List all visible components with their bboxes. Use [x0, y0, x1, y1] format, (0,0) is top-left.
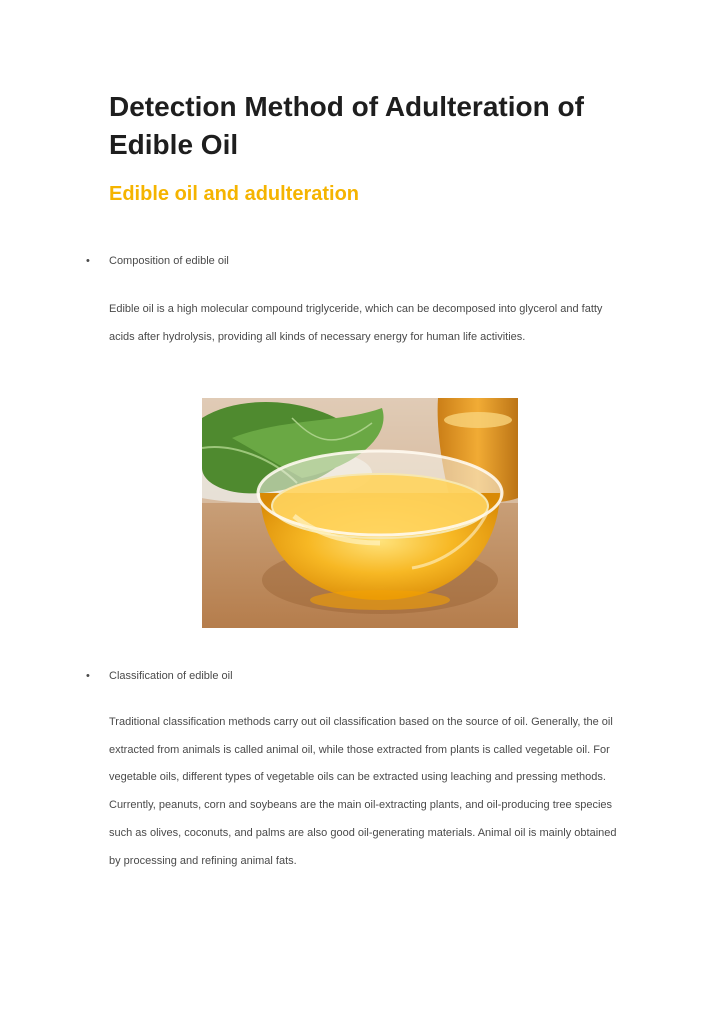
section-subtitle: Edible oil and adulteration: [109, 183, 360, 205]
paragraph-composition: Edible oil is a high molecular compound triglyceride, which can be decomposed into glycerol and fatty acids after hydrolysis, providing all kinds of necessary energy for human life activities.: [109, 303, 603, 343]
bullet-item-classification: [86, 668, 233, 684]
paragraph-classification: Traditional classification methods carry out oil classification based on the source of oil. Generally, the oil extracted from animals is called animal oil, while those extracted from plants is called vegetable oil. For vegetable oils, different types of vegetable oils can be extracted using leaching and pressing methods. Currently, peanuts, corn and soybeans are the main oil-extracting plants, and oil-producing tree species such as olives, coconuts, and palms are also good oil-generating materials. Animal oil is mainly obtained by processing and refining animal fats.: [109, 716, 617, 867]
bullet-heading-composition: Composition of edible oil: [109, 255, 229, 267]
bullet-item-composition: [86, 253, 229, 269]
bullet-icon: •: [86, 670, 90, 682]
oil-bowl-photo: [202, 398, 518, 628]
bullet-heading-classification: Classification of edible oil: [109, 670, 233, 682]
bullet-icon: •: [86, 255, 90, 267]
document-title: Detection Method of Adulteration of Edible Oil: [109, 91, 584, 160]
